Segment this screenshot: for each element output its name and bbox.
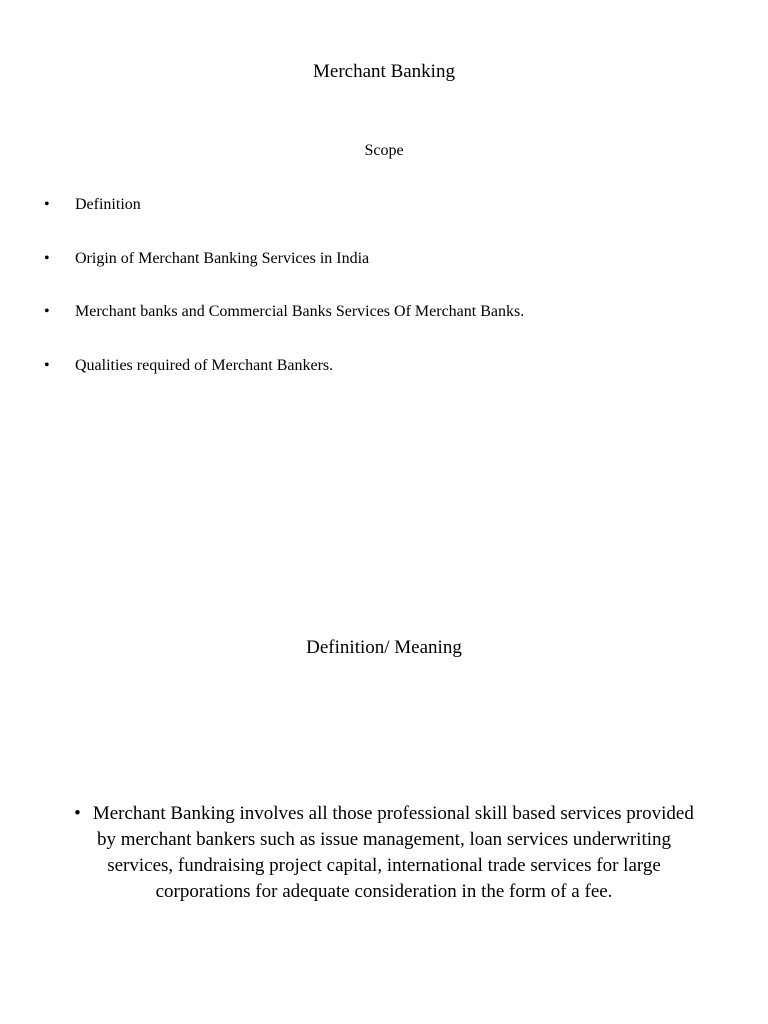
- bullet-icon: •: [44, 357, 50, 374]
- bullet-icon: •: [44, 196, 50, 213]
- list-item-text: Origin of Merchant Banking Services in India: [75, 250, 370, 267]
- bullet-icon: •: [74, 803, 81, 824]
- definition-heading: Definition/ Meaning: [306, 637, 462, 658]
- definition-text: Merchant Banking involves all those professional skill based services provided by merchant bankers such as issue management, loan services underwriting services, fundraising project capital, international trade services for large corporations for adequate consideration in the form of a fee.: [92, 803, 694, 902]
- list-item-text: Merchant banks and Commercial Banks Services Of Merchant Banks.: [75, 303, 525, 320]
- definition-paragraph: [64, 801, 704, 905]
- scope-heading: Scope: [364, 142, 404, 159]
- list-item-text: Definition: [75, 196, 141, 213]
- page-title: Merchant Banking: [313, 61, 455, 82]
- bullet-icon: •: [44, 303, 50, 320]
- list-item-text: Qualities required of Merchant Bankers.: [75, 357, 334, 374]
- bullet-icon: •: [44, 250, 50, 267]
